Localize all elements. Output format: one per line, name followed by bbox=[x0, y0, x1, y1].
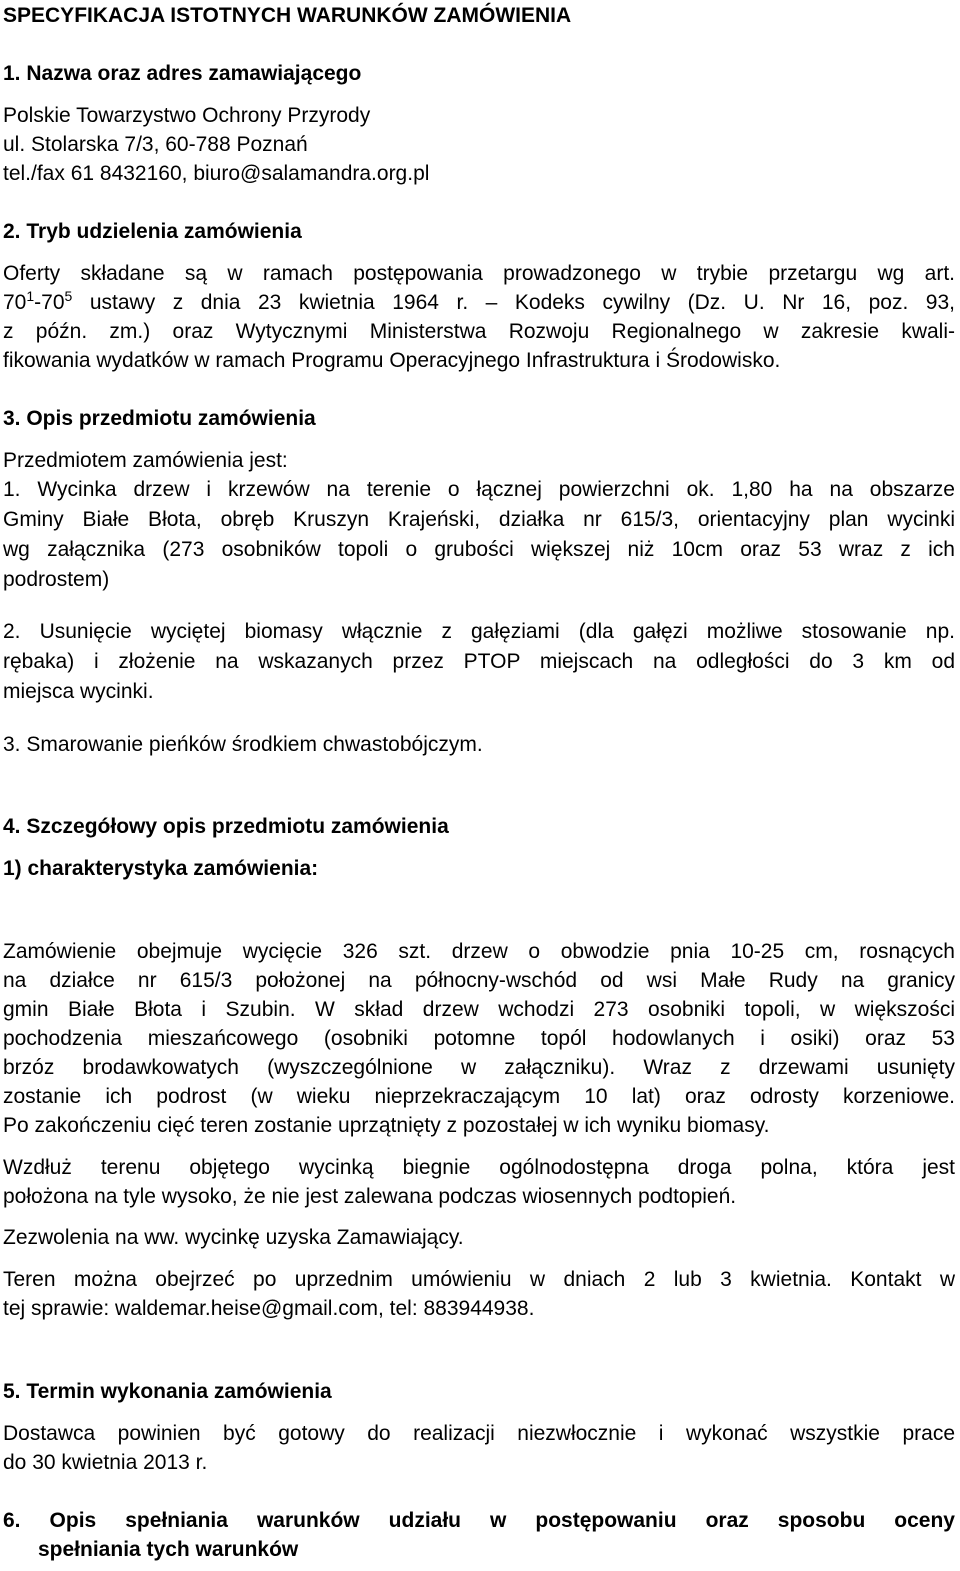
section-5-heading: 5. Termin wykonania zamówienia bbox=[3, 1380, 332, 1403]
section-3-heading: 3. Opis przedmiotu zamówienia bbox=[3, 407, 316, 430]
section-5-line-1: Dostawca powinien być gotowy do realizacji niezwłocznie i wykonać wszystkie prace bbox=[3, 1422, 955, 1445]
item-2-line-2: rębaka) i złożenie na wskazanych przez PTOP miejscach na odległości do 3 km od bbox=[3, 650, 955, 673]
paragraph-4-line-1: Teren można obejrzeć po uprzednim umówieniu w dniach 2 lub 3 kwietnia. Kontakt w bbox=[3, 1268, 955, 1291]
paragraph-1-line-5: brzóz brodawkowatych (wyszczególnione w załączniku). Wraz z drzewami usunięty bbox=[3, 1056, 955, 1079]
section-1-heading: 1. Nazwa oraz adres zamawiającego bbox=[3, 62, 362, 85]
item-3: 3. Smarowanie pieńków środkiem chwastobójczym. bbox=[3, 733, 483, 756]
orderer-name: Polskie Towarzystwo Ochrony Przyrody bbox=[3, 104, 371, 127]
paragraph-2-line-1: Wzdłuż terenu objętego wycinką biegnie ogólnodostępna droga polna, która jest bbox=[3, 1156, 955, 1179]
section-2-line-2: $70^1-70^5$ ustawy z dnia 23 kwietnia 1964 r. – Kodeks cywilny (Dz. U. Nr 16, poz. 93, bbox=[3, 288, 955, 314]
paragraph-4-line-2: tej sprawie: waldemar.heise@gmail.com, tel: 883944938. bbox=[3, 1297, 535, 1320]
section-6-heading-line-1: 6. Opis spełniania warunków udziału w postępowaniu oraz sposobu oceny bbox=[3, 1509, 955, 1532]
section-6-heading-line-2: spełniania tych warunków bbox=[38, 1538, 299, 1561]
paragraph-1-line-2: na działce nr 615/3 położonej na północny-wschód od wsi Małe Rudy na granicy bbox=[3, 969, 955, 992]
item-2-line-1: 2. Usunięcie wyciętej biomasy włącznie z gałęziami (dla gałęzi możliwe stosowanie np. bbox=[3, 620, 955, 643]
paragraph-1-line-3: gmin Białe Błota i Szubin. W skład drzew wchodzi 273 osobniki topoli, w większości bbox=[3, 998, 955, 1021]
document-title: SPECYFIKACJA ISTOTNYCH WARUNKÓW ZAMÓWIENIA bbox=[3, 4, 572, 27]
paragraph-2-line-2: położona na tyle wysoko, że nie jest zalewana podczas wiosennych podtopień. bbox=[3, 1185, 737, 1208]
section-2-line-4: fikowania wydatków w ramach Programu Operacyjnego Infrastruktura i Środowisko. bbox=[3, 349, 781, 372]
section-2-line-3: z późn. zm.) oraz Wytycznymi Ministerstwa Rozwoju Regionalnego w zakresie kwali- bbox=[3, 320, 955, 343]
section-5-line-2: do 30 kwietnia 2013 r. bbox=[3, 1451, 208, 1474]
paragraph-1-line-7: Po zakończeniu cięć teren zostanie uprzątnięty z pozostałej w ich wyniku biomasy. bbox=[3, 1114, 770, 1137]
paragraph-1-line-1: Zamówienie obejmuje wycięcie 326 szt. drzew o obwodzie pnia 10-25 cm, rosnących bbox=[3, 940, 955, 963]
orderer-contact: tel./fax 61 8432160, biuro@salamandra.org.pl bbox=[3, 162, 430, 185]
item-1-line-4: podrostem) bbox=[3, 568, 110, 591]
section-4-heading: 4. Szczegółowy opis przedmiotu zamówienia bbox=[3, 815, 449, 838]
orderer-street: ul. Stolarska 7/3, 60-788 Poznań bbox=[3, 133, 308, 156]
section-2-line-1: Oferty składane są w ramach postępowania prowadzonego w trybie przetargu wg art. bbox=[3, 262, 955, 285]
section-4-subheading: 1) charakterystyka zamówienia: bbox=[3, 857, 319, 880]
item-2-line-3: miejsca wycinki. bbox=[3, 680, 154, 703]
paragraph-3: Zezwolenia na ww. wycinkę uzyska Zamawiający. bbox=[3, 1226, 464, 1249]
item-1-line-1: 1. Wycinka drzew i krzewów na terenie o łącznej powierzchni ok. 1,80 ha na obszarze bbox=[3, 478, 955, 501]
paragraph-1-line-6: zostanie ich podrost (w wieku nieprzekraczającym 10 lat) oraz odrosty korzeniowe. bbox=[3, 1085, 955, 1108]
item-1-line-2: Gminy Białe Błota, obręb Kruszyn Krajeński, działka nr 615/3, orientacyjny plan wycinki bbox=[3, 508, 955, 531]
section-2-heading: 2. Tryb udzielenia zamówienia bbox=[3, 220, 302, 243]
paragraph-1-line-4: pochodzenia mieszańcowego (osobniki potomne topól hodowlanych i osiki) oraz 53 bbox=[3, 1027, 955, 1050]
section-3-intro: Przedmiotem zamówienia jest: bbox=[3, 449, 288, 472]
item-1-line-3: wg załącznika (273 osobników topoli o grubości większej niż 10cm oraz 53 wraz z ich bbox=[3, 538, 955, 561]
